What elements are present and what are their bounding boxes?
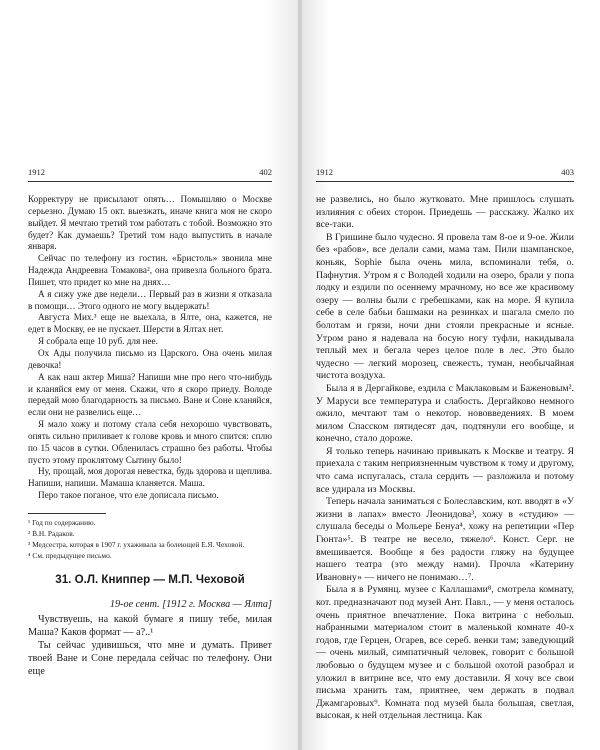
book-spine (298, 0, 302, 750)
paragraph: Была я в Румянц. музее с Каллашами⁸, смотрела комнату, кот. предназначают под музей Ант. Павл., — у меня осталось очень приятное впечатление. Пока витрина с небольш. набранными материалом стоит в маленькой комнате 40-х годов, где Герцен, Огарев, все сереб. венки там; заведующий — очень милый, симпатичный человек, говорит с большой любовью о будущем музее и с большой охотой разобрал и уложил в витрине все, что ему доставили. Я хочу все свои письма хранить там, приятнее, чем держать в подвал Джамгаровых⁹. Комната под музей была большая, светлая, высокая, к ней отдельная лестница. Как (316, 584, 574, 722)
right-body-text (316, 194, 574, 723)
paragraph: Чувствуешь, на какой бумаге я пишу тебе, милая Маша? Каков формат — а?..¹ (28, 614, 272, 639)
footnote: ¹ Год по содержанию. (28, 518, 96, 527)
paragraph: Ну, прощай, моя дорогая невестка, будь здорова и щеплива. Напиши, напиши. Мамаша кланяется. Маша. (28, 466, 272, 489)
paragraph: Я мало хожу и потому стала себя нехорошо чувствовать, опять сильно приливает к голове кровь и много спится: сплю по 15 часов в сутки. Облениласъ страшно без работы. Чтобы пусто этому проклятому Сытину было! (28, 419, 272, 465)
right-header-rule (316, 181, 574, 182)
paragraph: не развелись, но было жутковато. Мне пришлось слушать излияния с обеих сторон. Приедешь — расскажу. Жалко их все-таки. (316, 194, 574, 231)
footnote: ⁴ См. предыдущее письмо. (28, 551, 112, 560)
left-header-rule (28, 181, 272, 182)
paragraph: Корректуру не присылают опять… Помышляю о Москве серьезно. Думаю 15 окт. выезжать, иначе книга моя не скоро выйдет. Я мечтаю третий том работать с тобой. Возможно это будет? Как думаешь? Третий том надо выпустить в начале января. (28, 194, 272, 252)
right-running-year: 1912 (316, 167, 333, 177)
footnote-rule (28, 513, 106, 514)
paragraph: Сейчас по телефону из гостин. «Бристоль» звонила мне Надежда Андреевна Томакова², она привезла больного брата. Пишет, что придет ко мне на днях… (28, 253, 272, 287)
paragraph: Я только теперь начинаю привыкать к Москве и театру. Я приехала с таким неприязненным чувством к тому и другому, что сама испугалась, стала сердить — разложила и потому все удирала из Москвы. (316, 445, 574, 495)
left-running-year: 1912 (28, 167, 45, 177)
paragraph: Перо такое поганое, что еле дописала письмо. (38, 490, 219, 501)
right-page-number: 403 (561, 167, 574, 177)
paragraph: Ох Ады получила письмо из Царского. Она очень милая девочка! (28, 347, 272, 370)
left-page-number: 402 (259, 167, 272, 177)
letter-dateline: 19-ое сент. [1912 г. Москва — Ялта] (109, 599, 272, 610)
paragraph: Я собрала еще 10 руб. для нее. (38, 336, 158, 347)
paragraph: Августа Мих.³ еще не выехала, в Ялте, она, кажется, не едет в Москву, ее не пускает. Шерсти в Ялтах нет. (28, 312, 272, 335)
paragraph: В Гришине было чудесно. Я провела там 8-ое и 9-ое. Жили без «рабов», все делали сами, мама там. Пили шампанское, коньяк, Sophie была очень мила, вспоминали тебя, о. Пафнутия. Утром я с Володей ходили на озеро, брали у попа лодку и ездили по осеннему мрачному, но все же красивому озеру — волны были с гребешками, как на море. Я купила себе в селе бабьи башмаки на резинках и шагала смело по болотам и грязи, ночи дни стояли прекрасные и ясные. Утром рано я надевала на босую ногу туфли, накидывала теплый мех и бегала через целое поле в лес. Это было чудесно — легкий морозец, свежесть, туман, необычайная чистота воздуха. (316, 231, 574, 382)
letter-body (28, 613, 272, 678)
paragraph: Теперь начала заниматься с Болеславским, кот. вводят в «У жизни в лапах» вместо Леонидова³, хожу в «студию» — слушала беседы о Мольере Бенуа⁴, хожу на репетиции «Пер Гюнта»⁵. В театре не весело, тяжело⁶. Конст. Серг. не вмешивается. Вообще я без радости гляжу на будущее нашего театра (это между нами). Прочла «Катерину Ивановну» — ничего не понимаю…⁷. (316, 496, 574, 583)
left-body-text (28, 194, 272, 502)
right-page (300, 0, 600, 750)
paragraph: А как наш актер Миша? Напиши мне про него что-нибудь и кланяйся ему от меня. Скажи, что я скоро приеду. Володе передай мою благодарность за письмо. Ване и Соне кланяйся, если они не развелись еще… (28, 371, 272, 418)
footnote: ³ Медсестра, которая в 1907 г. ухаживала за болеющей Е.Я. Чеховой. (28, 540, 245, 549)
footnote: ² В.Н. Радаков. (28, 529, 75, 538)
footnotes (28, 517, 272, 561)
paragraph: А я сижу уже две недели… Первый раз в жизни я отказала в помощи… Этого одного не могу выдержать! (28, 288, 272, 311)
paragraph: Ты сейчас удивишься, что мне и думать. Привет твоей Ване и Соне передала сейчас по телефону. Они еще (28, 640, 272, 678)
paragraph: Была я в Дергайкове, ездила с Маклаковым и Баженовым². У Маруси все температура и слабость. Дергайково немного ожило, мечтают там о некотор. нововведениях. В моем милом Спасском пятидесят дач, подтянули его вообще, и конечно, стало дороже. (316, 382, 574, 445)
section-title: 31. О.Л. Книппер — М.П. Чеховой (55, 573, 245, 586)
